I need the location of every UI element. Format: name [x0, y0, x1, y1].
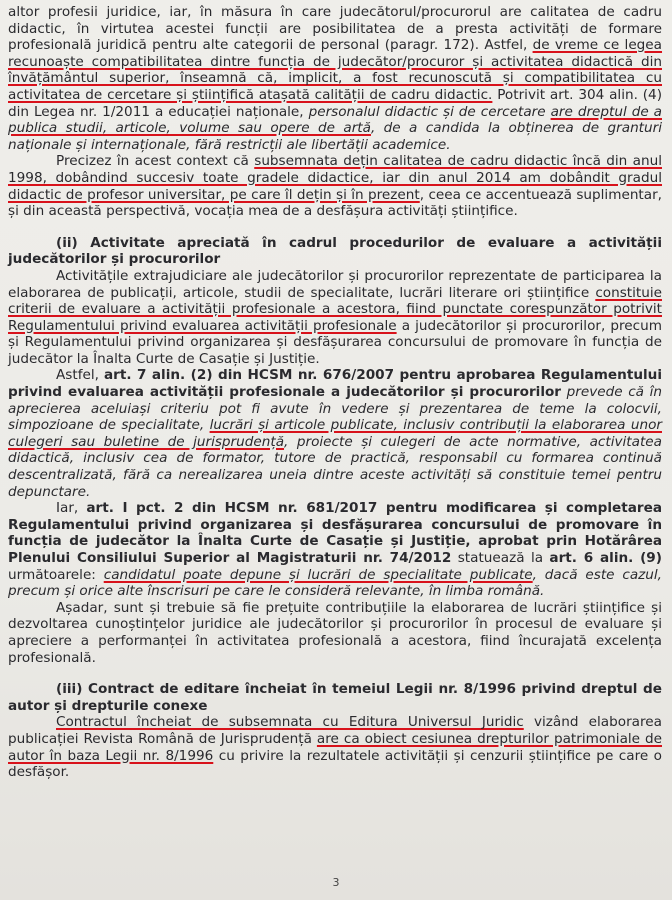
underlined-passage: are ca obiect cesiunea drepturilor patrimoniale de autor în baza Legii nr. 8/1996 — [8, 730, 662, 764]
paragraph-6: Așadar, sunt și trebuie să fie prețuite contribuțiile la elaborarea de lucrări științifice și dezvoltarea cunoștințelor juridice ale judecătorilor și procurorilor în procesul de evaluare și apreciere a performanței în activitatea profesională a acestora, fiind încurajată excelența profesională. — [8, 599, 662, 666]
paragraph-4: Astfel, art. 7 alin. (2) din HCSM nr. 676/2007 pentru aprobarea Regulamentului privind evaluarea activității profesionale a judecătorilor și procurorilor prevede că în aprecierea aceluiași criteriu pot fi avute în vedere și prezentarea de teme la colocvii, simpozioane de specialitate, lucrări și articole publicate, inclusiv contribuții la elaborarea unor culegeri sau buletine de jurisprudență, proiecte și culegeri de acte normative, activitatea didactică, inclusiv cea de formator, tutore de practică, responsabil cu formarea continuă descentralizată, fără ca nerealizarea uneia dintre aceste activități să constituie temei pentru depunctare. — [8, 367, 663, 500]
paragraph-1: altor profesii juridice, iar, în măsura în care judecătorul/procurorul are calitatea de cadru didactic, în virtutea acestei funcții are posibilitatea de a presta activități de formare profesională juridică pentru alte categorii de personal (paragr. 172). Astfel, de vreme ce legea recunoaște compatibilitatea dintre funcția de judecător/procuror și activitatea didactică din învățământul superior, înseamnă că, implicit, a fost recunoscută și compatibilitatea cu activitatea de cercetare și științifică atașată calității de cadru didactic. Potrivit art. 304 alin. (4) din Legea nr. 1/2011 a educației naționale, personalul didactic și de cercetare are dreptul de a publica studii, articole, volume sau opere de artă, de a candida la obținerea de granturi naționale și internaționale, fără restricții ale libertății academice. — [8, 4, 663, 153]
underlined-passage: candidatul poate depune și lucrări de specialitate publicate — [103, 566, 533, 583]
section-heading-ii: (ii) Activitate apreciată în cadrul procedurilor de evaluare a activității judecătorilor și procurorilor — [8, 234, 662, 268]
underlined-passage: subsemnata dețin calitatea de cadru didactic încă din anul 1998, dobândind succesiv toate gradele didactice, iar din anul 2014 am dobândit gradul didactic de profesor universitar, pe care îl dețin și în prezent — [8, 153, 662, 203]
paragraph-7: Contractul încheiat de subsemnata cu Editura Universul Juridic vizând elaborarea publicației Revista Română de Jurisprudență are ca obiect cesiunea drepturilor patrimoniale de autor în baza Legii nr. 8/1996 cu privire la rezultatele activității și cenzurii științifice pe care o desfășor. — [8, 714, 662, 781]
underlined-passage: lucrări și articole publicate, inclusiv contribuții la elaborarea unor culegeri sau buletine de jurisprudență — [8, 417, 662, 450]
underlined-passage: Contractul încheiat de subsemnata cu Editura Universul Juridic — [56, 714, 524, 731]
section-heading-iii: (iii) Contract de editare încheiat în temeiul Legii nr. 8/1996 privind dreptul de autor și drepturile conexe — [8, 681, 662, 714]
underlined-passage: are dreptul de a publica studii, articole, volume sau opere de artă — [8, 103, 662, 137]
underlined-passage: constituie criterii de evaluare a activității profesionale a acestora, fiind punctate corespunzător potrivit Regulamentului privind evaluarea activității profesionale — [8, 284, 662, 334]
paragraph-3: Activitățile extrajudiciare ale judecătorilor și procurorilor reprezentate de participarea la elaborarea de publicații, articole, studii de specialitate, lucrări literare ori științifice constituie criterii de evaluare a activității profesionale a acestora, fiind punctate corespunzător potrivit Regulamentului privind evaluarea activității profesionale a judecătorilor și procurorilor, precum și Regulamentului privind organizarea și desfășurarea concursului de promovare în funcția de judecător la Înalta Curte de Casație și Justiție. — [8, 267, 662, 367]
paragraph-5: Iar, art. I pct. 2 din HCSM nr. 681/2017 pentru modificarea și completarea Regulamentului privind organizarea și desfășurarea concursului de promovare în funcția de judecător la Înalta Curte de Casație și Justiție, aprobat prin Hotărârea Plenului Consiliului Superior al Magistraturii nr. 74/2012 statuează la art. 6 alin. (9) următoarele: candidatul poate depune și lucrări de specialitate publicate, dacă este cazul, precum și orice alte înscrisuri pe care le consideră relevante, în limba română. — [8, 500, 662, 600]
page-number: 3 — [332, 876, 340, 889]
underlined-passage: de vreme ce legea recunoaște compatibilitatea dintre funcția de judecător/procuror și activitatea didactică din învățământul superior, înseamnă că, implicit, a fost recunoscută și compatibilitatea cu activitatea de cercetare și științifică atașată calității de cadru didactic. — [8, 37, 663, 103]
paragraph-2: Precizez în acest context că subsemnata dețin calitatea de cadru didactic încă din anul 1998, dobândind succesiv toate gradele didactice, iar din anul 2014 am dobândit gradul didactic de profesor universitar, pe care îl dețin și în prezent, ceea ce accentuează suplimentar, și din această perspectivă, vocația mea de a desfășura activități științifice. — [8, 153, 663, 220]
